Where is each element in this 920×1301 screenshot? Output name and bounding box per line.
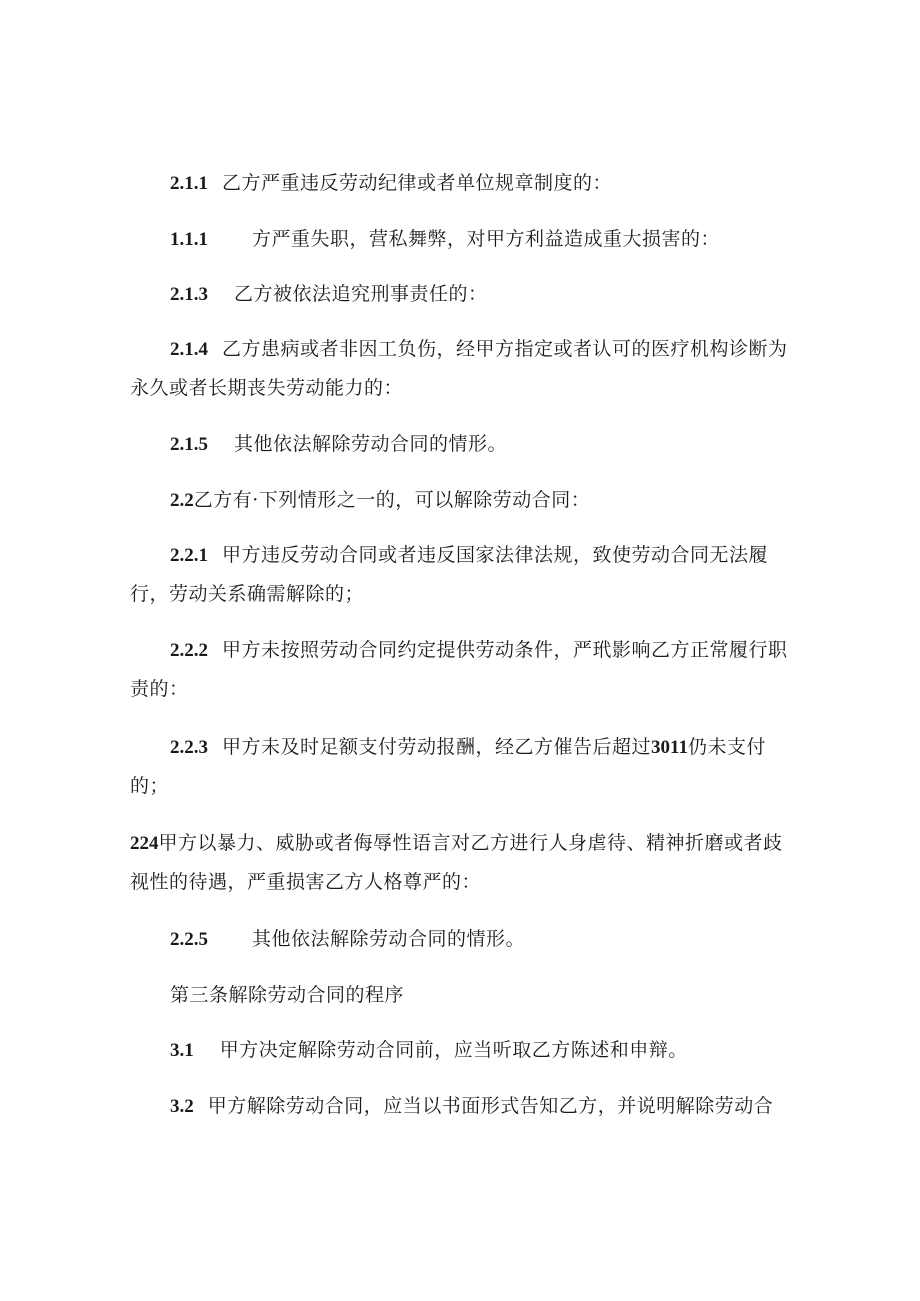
clause-text: 甲方决定解除劳动合同前，应当听取乙方陈述和申辩。 [219, 1039, 688, 1061]
clause-number: 2.1.4 [170, 339, 208, 360]
clause-2-2-5 [130, 920, 790, 959]
clause-text: 甲方违反劳动合同或者违反国家法律法规，致使劳动合同无法履行，劳动关系确需解除的； [130, 544, 769, 605]
clause-text: 甲方解除劳动合同，应当以书面形式告知乙方，并说明解除劳动合 [207, 1095, 774, 1117]
clause-number: 2.2.3 [170, 737, 208, 758]
clause-text-a: 甲方未及时足额支付劳动报酬，经乙方催告后超过 [222, 736, 652, 758]
clause-number: 3.2 [170, 1096, 194, 1117]
clause-number: 2.1.1 [170, 173, 208, 194]
clause-3-2 [130, 1087, 790, 1126]
clause-1-1-1 [130, 220, 790, 259]
clause-number: 2.1.5 [170, 434, 208, 455]
clause-text: 乙方患病或者非因工负伤，经甲方指定或者认可的医疗机构诊断为永久或者长期丧失劳动能力的： [130, 338, 788, 399]
clause-text: 乙方有·下列情形之一的，可以解除劳动合同： [193, 489, 591, 511]
clause-number: 2.2.1 [170, 545, 208, 566]
clause-2-2-3 [130, 728, 790, 805]
clause-text: 乙方严重违反劳动纪律或者单位规章制度的： [222, 172, 613, 194]
clause-number: 2.2.2 [170, 640, 208, 661]
clause-2-1-1 [130, 164, 790, 203]
clause-number: 2.1.3 [170, 284, 208, 305]
clause-number: 3.1 [170, 1040, 194, 1061]
article-3-heading [130, 976, 790, 1014]
inline-number: 3011 [651, 737, 688, 758]
clause-2-1-4 [130, 330, 790, 407]
clause-2-2-2 [130, 631, 790, 708]
clause-3-1 [130, 1031, 790, 1070]
clause-text: 甲方以暴力、威胁或者侮辱性语言对乙方进行人身虐待、精神折磨或者歧视性的待遇，严重损害乙方人格尊严的： [130, 832, 783, 893]
clause-number: 224 [130, 833, 159, 854]
clause-text-b: 仍未支付的； [130, 736, 766, 797]
clause-224 [130, 824, 790, 901]
heading-text: 第三条解除劳动合同的程序 [170, 984, 405, 1006]
clause-number: 2.2 [170, 490, 194, 511]
clause-text: 其他依法解除劳动合同的情形。 [234, 433, 508, 455]
clause-2-2-1 [130, 536, 790, 613]
clause-text: 甲方未按照劳动合同约定提供劳动条件，严玳影响乙方正常履行职责的： [130, 639, 788, 700]
clause-2-1-5 [130, 425, 790, 464]
clause-2-1-3 [130, 275, 790, 314]
clause-2-2 [130, 481, 790, 520]
clause-text: 乙方被依法追究刑事责任的： [234, 283, 488, 305]
clause-number: 2.2.5 [170, 929, 208, 950]
clause-number: 1.1.1 [170, 229, 208, 250]
clause-text: 其他依法解除劳动合同的情形。 [252, 928, 526, 950]
clause-text: 方严重失职，营私舞弊，对甲方利益造成重大损害的： [252, 228, 721, 250]
